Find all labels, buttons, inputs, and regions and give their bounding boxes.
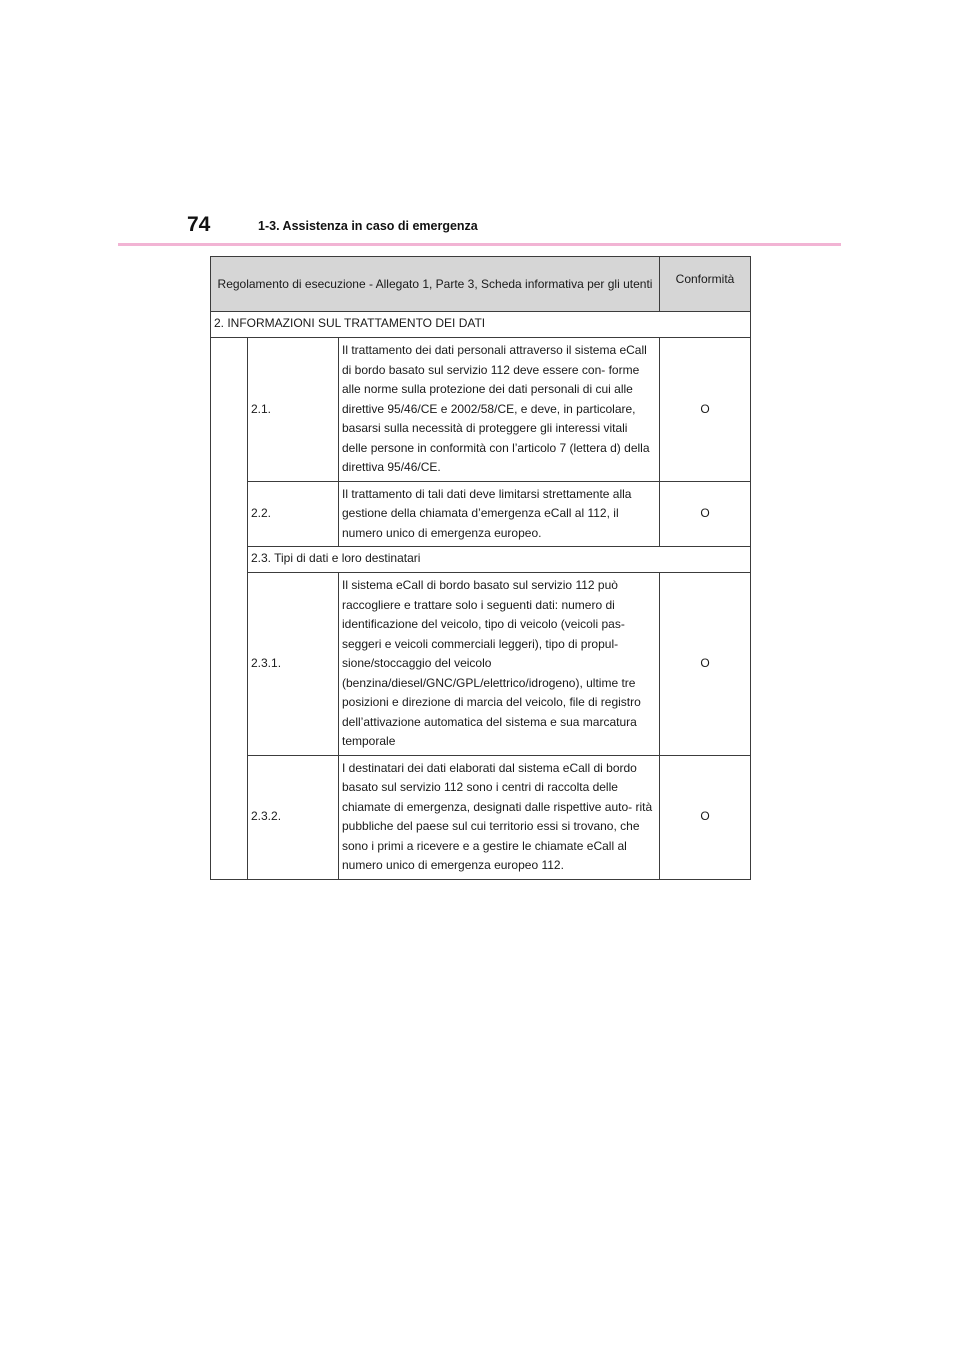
subsection-heading: 2.3. Tipi di dati e loro destinatari [248,547,751,573]
row-number: 2.2. [248,481,339,547]
section-heading-row [211,312,751,338]
column-header-compliance: Conformità [660,257,751,312]
row-text: Il sistema eCall di bordo basato sul servizio 112 può raccogliere e trattare solo i seguenti dati: numero di identificazione del veicolo, tipo di veicolo (veicoli pas- seggeri e veicoli commerciali leggeri), tipo di propul- sione/stoccaggio del veicolo (benzina/diesel/GNC/GPL/elettrico/idrogeno), ultime tre posizioni e direzione di marcia del veicolo, file di registro dell’attivazione automatica del sistema e sua marcatura temporale [339,573,660,756]
row-number: 2.3.1. [248,573,339,756]
row-compliance: O [660,338,751,482]
regulation-table [210,256,751,880]
table-header-row [211,257,751,312]
row-text: I destinatari dei dati elaborati dal sistema eCall di bordo basato sul servizio 112 sono i centri di raccolta delle chiamate di emergenza, designati dalle rispettive auto- rità pubbliche del paese sul cui territorio essi si trovano, che sono i primi a ricevere e a gestire le chiamate eCall al numero unico di emergenza europeo 112. [339,755,660,879]
row-number: 2.1. [248,338,339,482]
column-header-regulation: Regolamento di esecuzione - Allegato 1, Parte 3, Scheda informativa per gli utenti [211,257,660,312]
table-row [211,755,751,879]
table-row [211,573,751,756]
row-compliance: O [660,755,751,879]
row-compliance: O [660,573,751,756]
indent-cell [211,338,248,880]
row-text: Il trattamento dei dati personali attraverso il sistema eCall di bordo basato sul servizio 112 deve essere con- forme alle norme sulla protezione dei dati personali di cui alle direttive 95/46/CE e 2002/58/CE, e deve, in particolare, basarsi sulla necessità di proteggere gli interessi vitali delle persone in conformità con l’articolo 7 (lettera d) della direttiva 95/46/CE. [339,338,660,482]
page-number: 74 [187,213,211,236]
header-divider [118,243,841,246]
table-row [211,481,751,547]
row-number: 2.3.2. [248,755,339,879]
section-heading: 2. INFORMAZIONI SUL TRATTAMENTO DEI DATI [211,312,751,338]
section-title: 1-3. Assistenza in caso di emergenza [258,219,478,233]
row-compliance: O [660,481,751,547]
table-row [211,338,751,482]
subsection-heading-row [211,547,751,573]
row-text: Il trattamento di tali dati deve limitarsi strettamente alla gestione della chiamata d’emergenza eCall al 112, il numero unico di emergenza europeo. [339,481,660,547]
